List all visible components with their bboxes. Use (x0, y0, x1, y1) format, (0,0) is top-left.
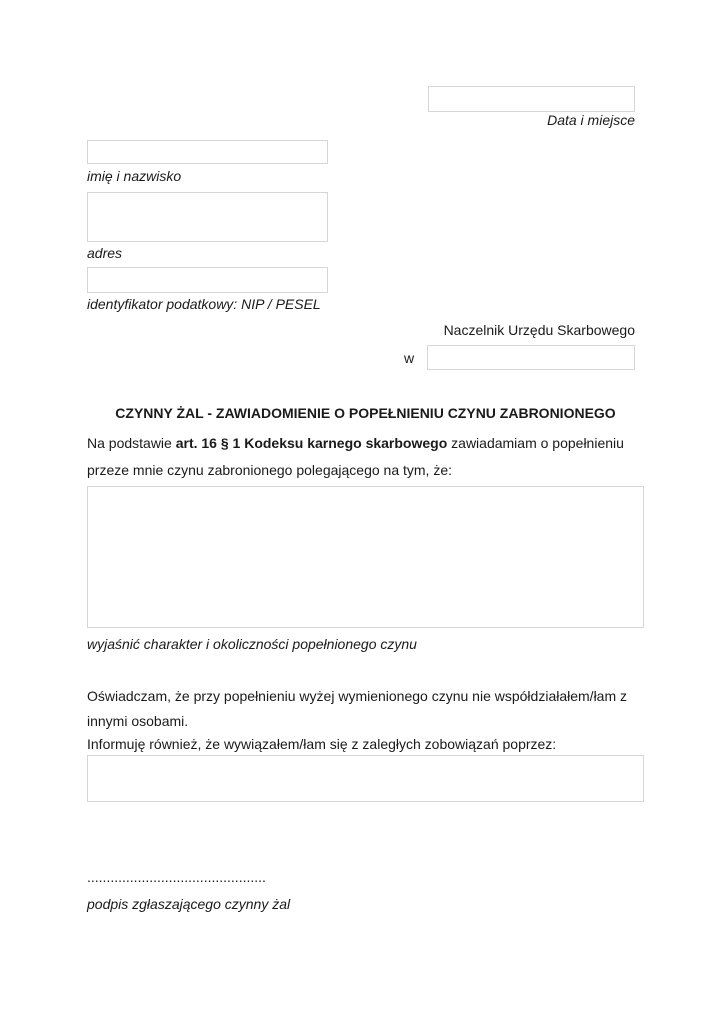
intro-paragraph (87, 430, 662, 484)
date-place-input[interactable] (428, 86, 635, 112)
recipient-in-label: w (404, 350, 415, 366)
tax-id-label: identyfikator podatkowy: NIP / PESEL (87, 296, 321, 312)
address-input[interactable] (87, 192, 328, 242)
signature-caption: podpis zgłaszającego czynny żal (87, 896, 291, 912)
offense-description-input[interactable] (87, 486, 644, 628)
address-label: adres (87, 245, 123, 261)
office-city-input[interactable] (427, 345, 635, 370)
tax-id-input[interactable] (87, 267, 328, 293)
intro-legal-basis: art. 16 § 1 Kodeksu karnego skarbowego (175, 435, 448, 451)
offense-description-caption: wyjaśnić charakter i okoliczności popełnionego czynu (87, 636, 417, 652)
statement-obligations: Informuję również, że wywiązałem/łam się z zaległych zobowiązań poprzez: (87, 736, 557, 752)
statement-no-accomplices: Oświadczam, że przy popełnieniu wyżej wymienionego czynu nie współdziałałem/łam z innymi osobami. (87, 688, 628, 729)
date-place-label: Data i miejsce (547, 112, 635, 128)
full-name-label: imię i nazwisko (87, 168, 182, 184)
signature-dotted-line: .............................................. (87, 869, 266, 885)
obligations-input[interactable] (87, 755, 644, 802)
document-title: CZYNNY ŻAL - ZAWIADOMIENIE O POPEŁNIENIU CZYNU ZABRONIONEGO (115, 405, 616, 421)
recipient-name: Naczelnik Urzędu Skarbowego (443, 322, 635, 338)
intro-prefix: Na podstawie (87, 435, 176, 451)
intro-suffix: zawiadamiam o popełnieniu przeze mnie czynu zabronionego polegającego na tym, że: (87, 435, 624, 478)
full-name-input[interactable] (87, 140, 328, 164)
